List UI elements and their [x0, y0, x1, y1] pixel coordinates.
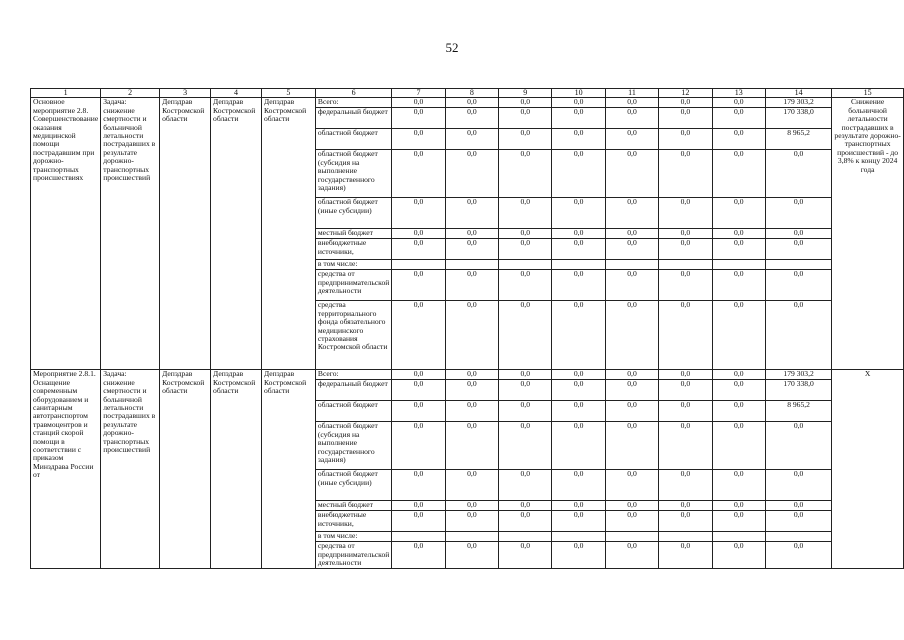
column-number-cell: 10 — [552, 89, 605, 98]
year-value-cell: 0,0 — [659, 129, 712, 150]
year-value-cell: 0,0 — [712, 108, 765, 129]
year-value-cell: 0,0 — [392, 98, 445, 108]
year-value-cell — [392, 260, 445, 270]
year-value-cell: 0,0 — [552, 108, 605, 129]
year-value-cell: 0,0 — [712, 150, 765, 198]
column-number-cell: 14 — [765, 89, 831, 98]
funding-source-label: средства территориального фонда обязательного медицинского страхования Костромской области — [315, 301, 391, 370]
year-value-cell: 0,0 — [445, 229, 498, 239]
total-value-cell: 0,0 — [765, 239, 831, 260]
funding-source-label: областной бюджет (субсидия на выполнение государственного задания) — [315, 150, 391, 198]
year-value-cell — [552, 260, 605, 270]
year-value-cell — [605, 260, 658, 270]
block2-col4-cell: Депздрав Костромской области — [211, 370, 262, 568]
year-value-cell: 0,0 — [445, 380, 498, 401]
year-value-cell: 0,0 — [712, 511, 765, 532]
funding-source-label: федеральный бюджет — [315, 108, 391, 129]
total-value-cell: 8 965,2 — [765, 129, 831, 150]
total-value-cell: 0,0 — [765, 150, 831, 198]
year-value-cell: 0,0 — [499, 301, 552, 370]
year-value-cell: 0,0 — [499, 422, 552, 470]
year-value-cell: 0,0 — [392, 239, 445, 260]
funding-source-label: областной бюджет (субсидия на выполнение государственного задания) — [315, 422, 391, 470]
block1-col2-cell: Задача: снижение смертности и больничной летальности пострадавших в результате дорожно-транспортных происшествий — [101, 98, 160, 370]
block2-col1-cell: Мероприятие 2.8.1. Оснащение современным оборудованием и санитарным автотранспортом травмоцентров и станций скорой помощи в соответствии с приказом Минздрава России от — [31, 370, 101, 568]
funding-source-label: областной бюджет — [315, 129, 391, 150]
column-number-cell: 7 — [392, 89, 445, 98]
year-value-cell: 0,0 — [605, 301, 658, 370]
year-value-cell: 0,0 — [499, 511, 552, 532]
year-value-cell — [659, 260, 712, 270]
funding-source-label: в том числе: — [315, 532, 391, 542]
year-value-cell: 0,0 — [552, 470, 605, 501]
year-value-cell: 0,0 — [659, 301, 712, 370]
year-value-cell: 0,0 — [659, 511, 712, 532]
year-value-cell — [392, 532, 445, 542]
year-value-cell: 0,0 — [659, 501, 712, 511]
year-value-cell: 0,0 — [445, 511, 498, 532]
year-value-cell: 0,0 — [659, 239, 712, 260]
year-value-cell: 0,0 — [552, 380, 605, 401]
table-row — [31, 370, 904, 380]
column-number-cell: 6 — [315, 89, 391, 98]
year-value-cell: 0,0 — [392, 301, 445, 370]
program-table — [30, 88, 904, 569]
year-value-cell: 0,0 — [392, 229, 445, 239]
year-value-cell: 0,0 — [499, 542, 552, 568]
year-value-cell: 0,0 — [499, 198, 552, 229]
year-value-cell: 0,0 — [552, 301, 605, 370]
funding-source-label: местный бюджет — [315, 229, 391, 239]
year-value-cell: 0,0 — [392, 470, 445, 501]
year-value-cell: 0,0 — [445, 270, 498, 301]
year-value-cell: 0,0 — [659, 422, 712, 470]
year-value-cell: 0,0 — [605, 198, 658, 229]
block1-result-cell: Снижение больничной летальности пострадавших в результате дорожно-транспортных происшествий - до 3,8% к концу 2024 года — [832, 98, 904, 370]
year-value-cell: 0,0 — [659, 198, 712, 229]
year-value-cell: 0,0 — [445, 542, 498, 568]
year-value-cell — [712, 260, 765, 270]
funding-source-label: в том числе: — [315, 260, 391, 270]
year-value-cell: 0,0 — [392, 542, 445, 568]
year-value-cell: 0,0 — [552, 129, 605, 150]
year-value-cell: 0,0 — [392, 422, 445, 470]
year-value-cell: 0,0 — [392, 501, 445, 511]
year-value-cell: 0,0 — [605, 129, 658, 150]
total-value-cell: 179 303,2 — [765, 370, 831, 380]
year-value-cell: 0,0 — [499, 129, 552, 150]
block2-result-cell: Х — [832, 370, 904, 568]
column-number-cell: 5 — [261, 89, 315, 98]
total-value-cell: 0,0 — [765, 470, 831, 501]
column-number-cell: 11 — [605, 89, 658, 98]
year-value-cell: 0,0 — [552, 501, 605, 511]
year-value-cell: 0,0 — [499, 401, 552, 422]
year-value-cell — [445, 532, 498, 542]
year-value-cell: 0,0 — [659, 470, 712, 501]
year-value-cell — [552, 532, 605, 542]
year-value-cell: 0,0 — [712, 401, 765, 422]
column-number-cell: 4 — [211, 89, 262, 98]
total-value-cell: 179 303,2 — [765, 98, 831, 108]
year-value-cell: 0,0 — [605, 422, 658, 470]
funding-source-label: внебюджетные источники, — [315, 239, 391, 260]
funding-source-label: средства от предпринимательской деятельности — [315, 270, 391, 301]
year-value-cell: 0,0 — [445, 501, 498, 511]
block2-col5-cell: Депздрав Костромской области — [261, 370, 315, 568]
year-value-cell: 0,0 — [392, 198, 445, 229]
year-value-cell — [605, 532, 658, 542]
year-value-cell: 0,0 — [552, 270, 605, 301]
year-value-cell: 0,0 — [659, 380, 712, 401]
year-value-cell: 0,0 — [392, 401, 445, 422]
year-value-cell: 0,0 — [499, 380, 552, 401]
year-value-cell: 0,0 — [552, 542, 605, 568]
year-value-cell: 0,0 — [552, 229, 605, 239]
year-value-cell: 0,0 — [445, 98, 498, 108]
year-value-cell: 0,0 — [392, 108, 445, 129]
column-number-cell: 12 — [659, 89, 712, 98]
year-value-cell — [499, 260, 552, 270]
year-value-cell: 0,0 — [659, 229, 712, 239]
year-value-cell: 0,0 — [605, 98, 658, 108]
year-value-cell: 0,0 — [445, 422, 498, 470]
block1-col4-cell: Депздрав Костромской области — [211, 98, 262, 370]
year-value-cell: 0,0 — [659, 370, 712, 380]
year-value-cell: 0,0 — [605, 108, 658, 129]
year-value-cell: 0,0 — [605, 229, 658, 239]
column-number-row — [31, 89, 904, 98]
year-value-cell: 0,0 — [445, 301, 498, 370]
year-value-cell: 0,0 — [445, 129, 498, 150]
year-value-cell: 0,0 — [659, 150, 712, 198]
column-number-cell: 8 — [445, 89, 498, 98]
year-value-cell: 0,0 — [712, 270, 765, 301]
total-value-cell: 0,0 — [765, 198, 831, 229]
year-value-cell: 0,0 — [712, 470, 765, 501]
year-value-cell — [445, 260, 498, 270]
year-value-cell: 0,0 — [552, 198, 605, 229]
year-value-cell: 0,0 — [552, 401, 605, 422]
year-value-cell: 0,0 — [445, 470, 498, 501]
year-value-cell: 0,0 — [712, 501, 765, 511]
block1-col1-cell: Основное мероприятие 2.8. Совершенствование оказания медицинской помощи пострадавшим при дорожно-транспортных происшествиях — [31, 98, 101, 370]
funding-source-label: средства от предпринимательской деятельности — [315, 542, 391, 568]
year-value-cell: 0,0 — [659, 542, 712, 568]
year-value-cell: 0,0 — [605, 542, 658, 568]
block1-col3-cell: Депздрав Костромской области — [160, 98, 211, 370]
year-value-cell: 0,0 — [552, 422, 605, 470]
year-value-cell: 0,0 — [712, 301, 765, 370]
year-value-cell: 0,0 — [659, 401, 712, 422]
year-value-cell: 0,0 — [552, 98, 605, 108]
year-value-cell: 0,0 — [712, 239, 765, 260]
year-value-cell: 0,0 — [445, 198, 498, 229]
year-value-cell: 0,0 — [392, 129, 445, 150]
year-value-cell: 0,0 — [712, 370, 765, 380]
total-value-cell: 8 965,2 — [765, 401, 831, 422]
year-value-cell: 0,0 — [499, 370, 552, 380]
year-value-cell: 0,0 — [499, 470, 552, 501]
total-value-cell — [765, 260, 831, 270]
block2-col3-cell: Депздрав Костромской области — [160, 370, 211, 568]
year-value-cell: 0,0 — [712, 129, 765, 150]
funding-source-label: Всего: — [315, 370, 391, 380]
block1-col5-cell: Депздрав Костромской области — [261, 98, 315, 370]
year-value-cell: 0,0 — [605, 501, 658, 511]
year-value-cell: 0,0 — [659, 98, 712, 108]
year-value-cell: 0,0 — [605, 370, 658, 380]
column-number-cell: 13 — [712, 89, 765, 98]
year-value-cell: 0,0 — [392, 150, 445, 198]
year-value-cell — [499, 532, 552, 542]
column-number-cell: 2 — [101, 89, 160, 98]
year-value-cell: 0,0 — [552, 239, 605, 260]
year-value-cell: 0,0 — [605, 270, 658, 301]
year-value-cell: 0,0 — [712, 380, 765, 401]
year-value-cell: 0,0 — [659, 108, 712, 129]
year-value-cell: 0,0 — [659, 270, 712, 301]
year-value-cell: 0,0 — [712, 229, 765, 239]
year-value-cell: 0,0 — [605, 380, 658, 401]
table-row — [31, 98, 904, 108]
funding-source-label: Всего: — [315, 98, 391, 108]
year-value-cell: 0,0 — [499, 150, 552, 198]
funding-source-label: местный бюджет — [315, 501, 391, 511]
year-value-cell: 0,0 — [499, 229, 552, 239]
year-value-cell: 0,0 — [552, 150, 605, 198]
year-value-cell: 0,0 — [392, 270, 445, 301]
year-value-cell: 0,0 — [605, 150, 658, 198]
total-value-cell: 0,0 — [765, 511, 831, 532]
total-value-cell — [765, 532, 831, 542]
funding-source-label: областной бюджет (иные субсидии) — [315, 470, 391, 501]
year-value-cell: 0,0 — [605, 511, 658, 532]
year-value-cell: 0,0 — [499, 239, 552, 260]
year-value-cell: 0,0 — [552, 370, 605, 380]
year-value-cell: 0,0 — [445, 108, 498, 129]
year-value-cell: 0,0 — [445, 401, 498, 422]
funding-source-label: областной бюджет (иные субсидии) — [315, 198, 391, 229]
total-value-cell: 0,0 — [765, 501, 831, 511]
year-value-cell: 0,0 — [605, 401, 658, 422]
page-number: 52 — [445, 40, 459, 55]
column-number-cell: 15 — [832, 89, 904, 98]
year-value-cell: 0,0 — [499, 270, 552, 301]
year-value-cell: 0,0 — [499, 501, 552, 511]
year-value-cell: 0,0 — [712, 422, 765, 470]
total-value-cell: 0,0 — [765, 229, 831, 239]
column-number-cell: 9 — [499, 89, 552, 98]
year-value-cell: 0,0 — [499, 98, 552, 108]
total-value-cell: 0,0 — [765, 270, 831, 301]
year-value-cell — [712, 532, 765, 542]
block2-col2-cell: Задача: снижение смертности и больничной летальности пострадавших в результате дорожно-транспортных происшествий — [101, 370, 160, 568]
year-value-cell: 0,0 — [712, 542, 765, 568]
year-value-cell: 0,0 — [499, 108, 552, 129]
year-value-cell: 0,0 — [445, 239, 498, 260]
column-number-cell: 1 — [31, 89, 101, 98]
funding-source-label: внебюджетные источники, — [315, 511, 391, 532]
year-value-cell: 0,0 — [605, 470, 658, 501]
year-value-cell: 0,0 — [392, 370, 445, 380]
column-number-cell: 3 — [160, 89, 211, 98]
total-value-cell: 0,0 — [765, 301, 831, 370]
total-value-cell: 0,0 — [765, 422, 831, 470]
year-value-cell: 0,0 — [392, 511, 445, 532]
year-value-cell: 0,0 — [712, 198, 765, 229]
total-value-cell: 0,0 — [765, 542, 831, 568]
funding-source-label: областной бюджет — [315, 401, 391, 422]
year-value-cell: 0,0 — [712, 98, 765, 108]
year-value-cell: 0,0 — [445, 150, 498, 198]
year-value-cell: 0,0 — [392, 380, 445, 401]
year-value-cell — [659, 532, 712, 542]
total-value-cell: 170 338,0 — [765, 108, 831, 129]
total-value-cell: 170 338,0 — [765, 380, 831, 401]
year-value-cell: 0,0 — [552, 511, 605, 532]
year-value-cell: 0,0 — [445, 370, 498, 380]
table-body — [31, 89, 904, 569]
year-value-cell: 0,0 — [605, 239, 658, 260]
funding-source-label: федеральный бюджет — [315, 380, 391, 401]
